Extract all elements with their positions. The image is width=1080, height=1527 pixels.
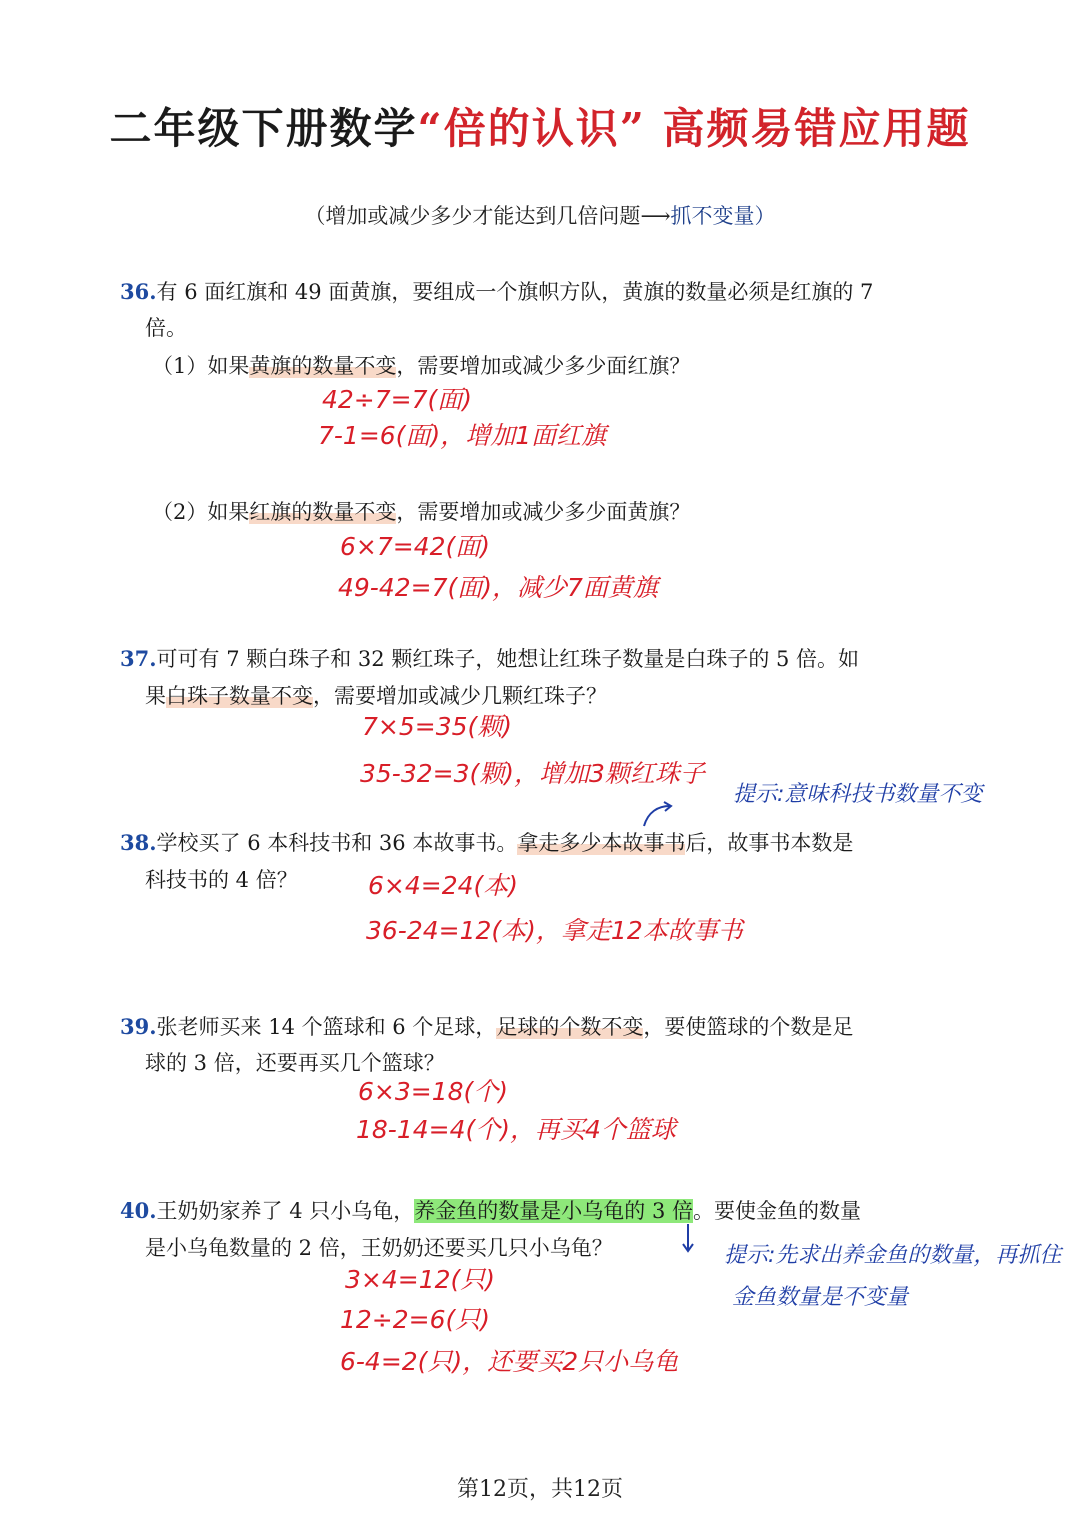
subtitle-lead: （增加或减少多少才能达到几倍问题 [304, 204, 641, 228]
q36-sub1-answer2: 7-1=6(面)，增加1面红旗 [318, 421, 607, 450]
q37-answer1: 7×5=35(颗) [362, 712, 513, 741]
q37-text2-post: ，需要增加或减少几颗红珠子？ [313, 684, 607, 708]
q40-answer3: 6-4=2(只)，还要买2只小乌龟 [340, 1347, 679, 1376]
q36-sub1-post: ，需要增加或减少多少面红旗？ [396, 354, 691, 378]
q39-text1-pre: 张老师买来 14 个篮球和 6 个足球， [156, 1015, 497, 1039]
q36-sub2 [152, 496, 690, 526]
q38-answer2: 36-24=12(本)，拿走12本故事书 [366, 916, 743, 945]
q40-answer1: 3×4=12(只) [345, 1265, 496, 1294]
q40-number: 40. [120, 1198, 157, 1223]
q36-sub2-pre: （2）如果 [152, 500, 250, 524]
q36-sub2-answer2: 49-42=7(面)，减少7面黄旗 [338, 573, 658, 602]
q38-text1-pre: 学校买了 6 本科技书和 36 本故事书。 [156, 831, 518, 855]
page-title [0, 96, 1080, 156]
long-arrow-icon: ⟶ [640, 204, 671, 228]
q36-text1: 有 6 面红旗和 49 面黄旗，要组成一个旗帜方队，黄旗的数量必须是红旗的 7 [156, 280, 874, 304]
q40-line1 [120, 1195, 861, 1225]
q38-answer1: 6×4=24(本) [368, 871, 519, 900]
title-part1: 二年级下册数学 [109, 104, 418, 153]
q36-sub1 [152, 350, 690, 380]
q38-line2: 科技书的 4 倍？ [145, 868, 298, 892]
q37-number: 37. [120, 646, 157, 671]
q39-line2: 球的 3 倍，还要再买几个篮球？ [145, 1051, 445, 1075]
q36-sub1-answer1: 42÷7=7(面) [322, 385, 473, 414]
q40-answer2: 12÷2=6(只) [340, 1305, 491, 1334]
page-number: 第12页，共12页 [457, 1477, 623, 1502]
q37-text1: 可可有 7 颗白珠子和 32 颗红珠子，她想让红珠子数量是白珠子的 5 倍。如 [156, 647, 860, 671]
q37-text2-pre: 果 [145, 684, 166, 708]
q36-sub1-pre: （1）如果 [152, 354, 250, 378]
q37-answer2: 35-32=3(颗)，增加3颗红珠子 [360, 759, 705, 788]
q40-highlight: 养金鱼的数量是小乌龟的 3 倍 [414, 1199, 693, 1223]
q36-line1 [120, 276, 873, 306]
q38-line1 [120, 827, 853, 857]
q39-line1 [120, 1011, 853, 1041]
q39-answer2: 18-14=4(个)，再买4个篮球 [356, 1115, 676, 1144]
q37-line2 [145, 680, 607, 710]
q40-text1-pre: 王奶奶家养了 4 只小乌龟， [156, 1199, 415, 1223]
q39-highlight: 足球的个数不变 [496, 1015, 644, 1039]
q38-text1-post: 后，故事书本数是 [685, 831, 854, 855]
q39-number: 39. [120, 1014, 157, 1039]
subtitle [0, 200, 1080, 230]
q40-text1-post: 。要使金鱼的数量 [692, 1199, 861, 1223]
q36-line2: 倍。 [145, 316, 187, 340]
q39-text1-post: ，要使篮球的个数是足 [643, 1015, 854, 1039]
q37-highlight: 白珠子数量不变 [166, 684, 313, 708]
q36-sub1-highlight: 黄旗的数量不变 [249, 354, 397, 378]
q40-hint-line1: 提示:先求出养金鱼的数量，再抓住 [724, 1243, 1062, 1268]
hint-arrow-icon [640, 800, 676, 828]
q36-sub2-post: ，需要增加或减少多少面黄旗？ [396, 500, 691, 524]
q36-sub2-answer1: 6×7=42(面) [340, 532, 491, 561]
q36-sub2-highlight: 红旗的数量不变 [249, 500, 397, 524]
subtitle-tail: 抓不变量） [670, 204, 776, 228]
q40-line2: 是小乌龟数量的 2 倍，王奶奶还要买几只小乌龟？ [145, 1236, 613, 1260]
title-part2: “倍的认识” 高频易错应用题 [417, 104, 971, 153]
down-arrow-icon [678, 1222, 698, 1256]
q40-hint-line2: 金鱼数量是不变量 [732, 1285, 909, 1310]
q39-answer1: 6×3=18(个) [358, 1077, 509, 1106]
q36-number: 36. [120, 279, 157, 304]
q38-highlight: 拿走多少本故事书 [517, 831, 686, 855]
q38-number: 38. [120, 830, 157, 855]
q38-hint: 提示:意味科技书数量不变 [733, 782, 983, 807]
q37-line1 [120, 643, 859, 673]
